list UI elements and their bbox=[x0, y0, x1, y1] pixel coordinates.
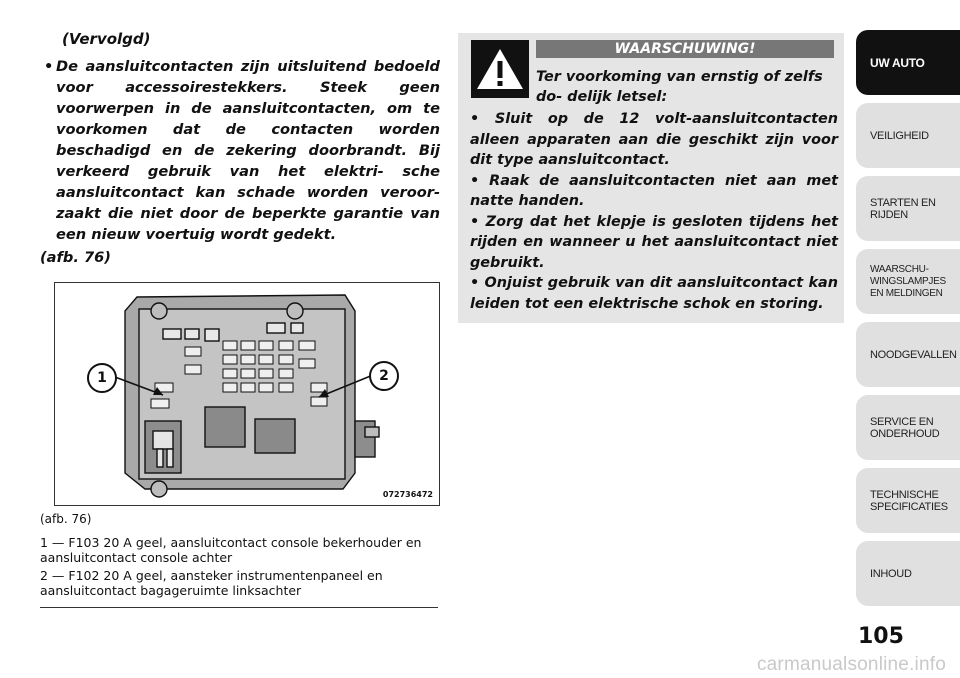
warning-list bbox=[470, 109, 838, 314]
tab-uw-auto[interactable] bbox=[856, 30, 960, 95]
figure-caption: (afb. 76) bbox=[40, 512, 92, 526]
legend-item-1: 1 — F103 20 A geel, aansluitcontact console bekerhouder en aansluitcontact console achter bbox=[40, 535, 422, 565]
tab-waarschuwingslampjes[interactable] bbox=[856, 249, 960, 314]
warning-item: • Onjuist gebruik van dit aansluitcontact kan leiden tot een elektrische schok en storing. bbox=[470, 275, 838, 312]
tab-inhoud[interactable] bbox=[856, 541, 960, 606]
watermark: carmanualsonline.info bbox=[756, 654, 946, 675]
tab-label: WAARSCHU- WINGSLAMPJES EN MELDINGEN bbox=[870, 263, 946, 299]
chapter-sidebar bbox=[856, 30, 960, 614]
tab-label: UW AUTO bbox=[870, 55, 925, 70]
tab-label: VEILIGHEID bbox=[870, 129, 929, 142]
outlet-note bbox=[44, 56, 440, 245]
tab-label: NOODGEVALLEN bbox=[870, 348, 957, 361]
tab-service-en-onderhoud[interactable] bbox=[856, 395, 960, 460]
tab-technische-specificaties[interactable] bbox=[856, 468, 960, 533]
legend-item-2: 2 — F102 20 A geel, aansteker instrumentenpaneel en aansluitcontact bagageruimte linksachter bbox=[40, 568, 383, 598]
tab-starten-en-rijden[interactable] bbox=[856, 176, 960, 241]
tab-label: INHOUD bbox=[870, 567, 912, 580]
fuse-box-illustration bbox=[55, 283, 439, 505]
warning-item: • Sluit op de 12 volt-aansluitcontacten alleen apparaten aan die geschikt zijn voor dit type aansluitcontact. bbox=[470, 111, 838, 168]
page-number: 105 bbox=[858, 624, 904, 649]
tab-label: TECHNISCHE SPECIFICATIES bbox=[870, 488, 948, 513]
warning-triangle-icon bbox=[471, 40, 529, 98]
tab-veiligheid[interactable] bbox=[856, 103, 960, 168]
warning-intro: Ter voorkoming van ernstig of zelfs do- delijk letsel: bbox=[536, 69, 823, 105]
warning-title: WAARSCHUWING! bbox=[536, 40, 834, 58]
tab-label: STARTEN EN RIJDEN bbox=[870, 196, 936, 221]
warning-item: • Raak de aansluitcontacten niet aan met natte handen. bbox=[470, 172, 838, 209]
legend-divider bbox=[40, 607, 438, 608]
left-column bbox=[40, 24, 440, 266]
callout-2: 2 bbox=[369, 361, 399, 391]
figure-reference: (afb. 76) bbox=[40, 249, 111, 266]
bullet-icon: • bbox=[44, 58, 54, 75]
warning-box bbox=[458, 33, 844, 323]
figure-legend bbox=[40, 535, 438, 601]
continued-label: (Vervolgd) bbox=[62, 30, 151, 48]
tab-noodgevallen[interactable] bbox=[856, 322, 960, 387]
tab-label: SERVICE EN ONDERHOUD bbox=[870, 415, 940, 440]
outlet-note-text: De aansluitcontacten zijn uitsluitend bedoeld voor accessoirestekkers. Steek geen voorwerpen in de aansluitcontacten, om te voorkomen dat de contacten worden beschadigd en de zekering doorbrandt. Bij verkeerd gebruik van het elektri- sche aansluitcontact kan schade worden veroor- zaakt die niet door de beperkte garantie van een nieuw voertuig wordt gedekt. bbox=[56, 58, 440, 243]
fuse-box-figure bbox=[54, 282, 440, 506]
figure-code: 072736472 bbox=[382, 490, 433, 499]
warning-item: • Zorg dat het klepje is gesloten tijdens het rijden en wanneer u het aansluitcontact niet gebruikt. bbox=[470, 213, 838, 271]
callout-1: 1 bbox=[87, 363, 117, 393]
